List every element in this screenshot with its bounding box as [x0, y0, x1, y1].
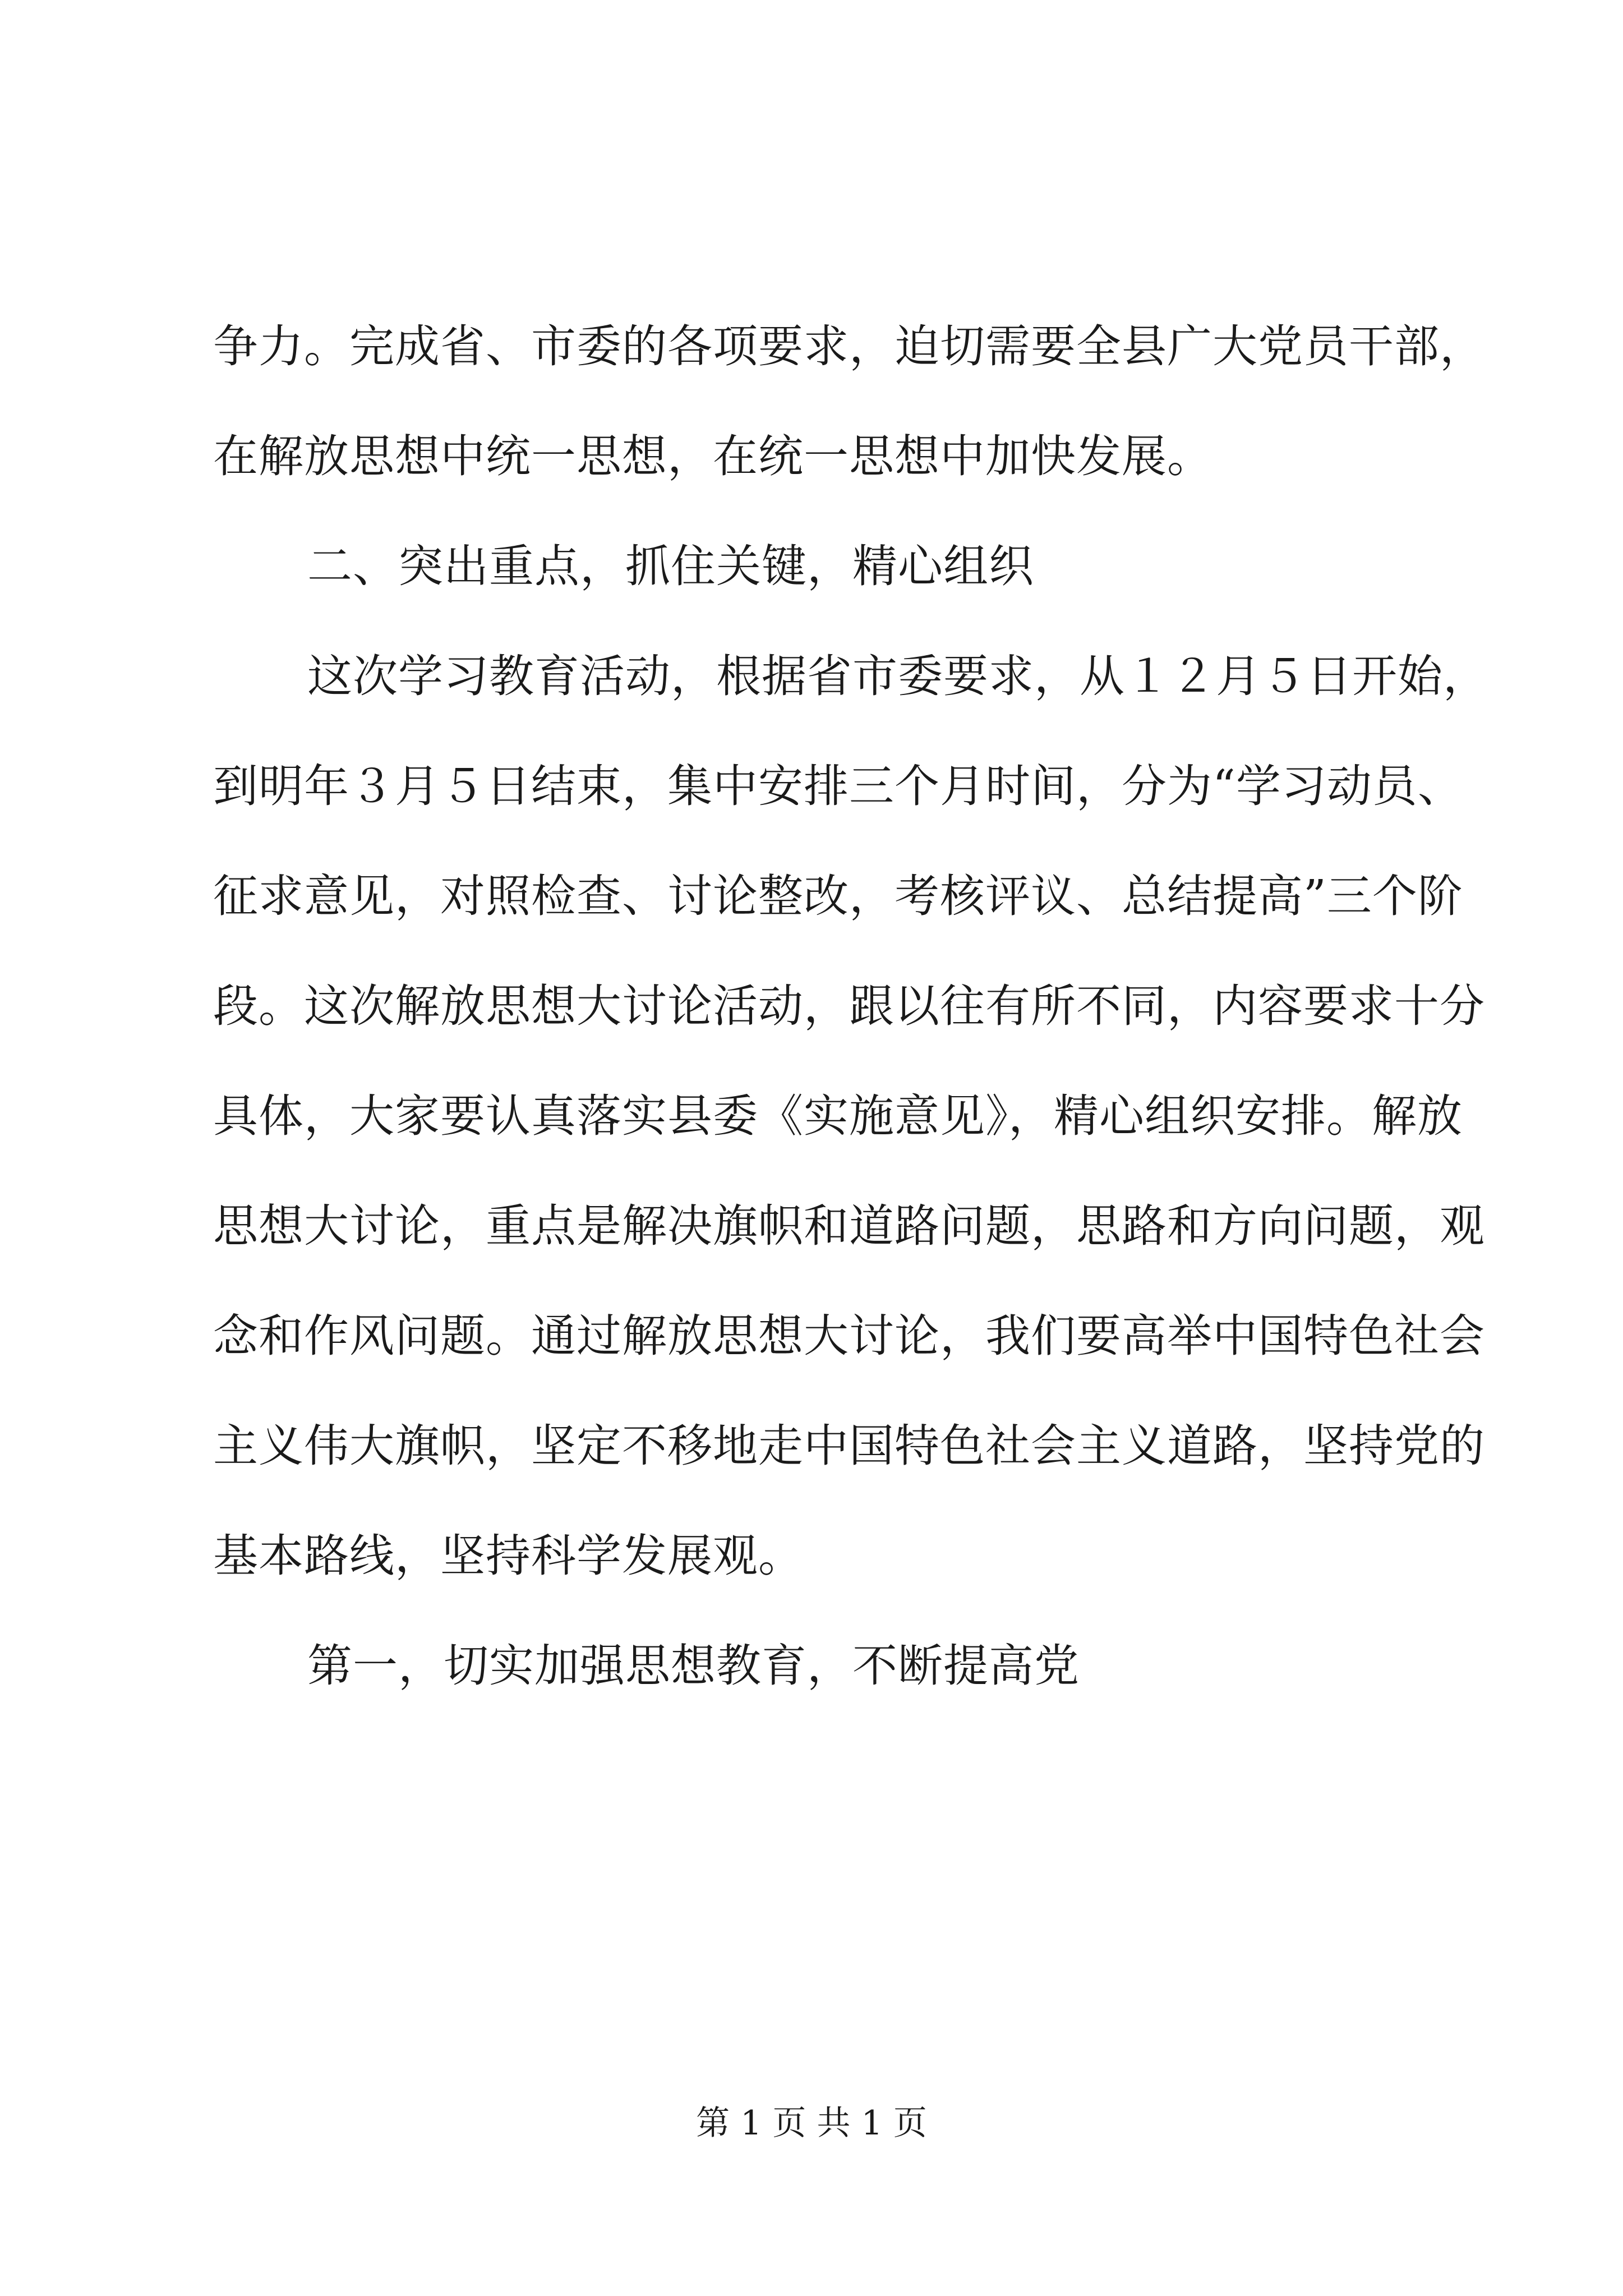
page-footer: 第 1 页 共 1 页 [696, 2104, 927, 2143]
paragraph-line: 征求意见，对照检查、讨论整改，考核评议、总结提高”三个阶 [213, 870, 1463, 922]
paragraph-line: 这次学习教育活动，根据省市委要求，从１２月５日开始， [307, 650, 1488, 702]
paragraph-line: 争力。完成省、市委的各项要求，迫切需要全县广大党员干部， [213, 320, 1485, 372]
paragraph-line: 具体，大家要认真落实县委《实施意见》，精心组织安排。解放 [213, 1090, 1463, 1142]
paragraph-line: 段。这次解放思想大讨论活动，跟以往有所不同，内容要求十分 [213, 980, 1485, 1032]
paragraph-line: 念和作风问题。通过解放思想大讨论，我们要高举中国特色社会 [213, 1310, 1485, 1362]
paragraph-line: 到明年３月５日结束，集中安排三个月时间，分为“学习动员、 [213, 760, 1463, 812]
document-body [213, 292, 1488, 1721]
paragraph-line: 主义伟大旗帜，坚定不移地走中国特色社会主义道路，坚持党的 [213, 1420, 1485, 1472]
paragraph-line: 在解放思想中统一思想，在统一思想中加快发展。 [213, 430, 1212, 482]
section-heading: 二、突出重点，抓住关键，精心组织 [307, 540, 1034, 592]
paragraph-line: 第一，切实加强思想教育，不断提高党 [307, 1640, 1080, 1692]
paragraph-line: 思想大讨论，重点是解决旗帜和道路问题，思路和方向问题，观 [213, 1200, 1485, 1252]
paragraph-line: 基本路线，坚持科学发展观。 [213, 1530, 804, 1582]
